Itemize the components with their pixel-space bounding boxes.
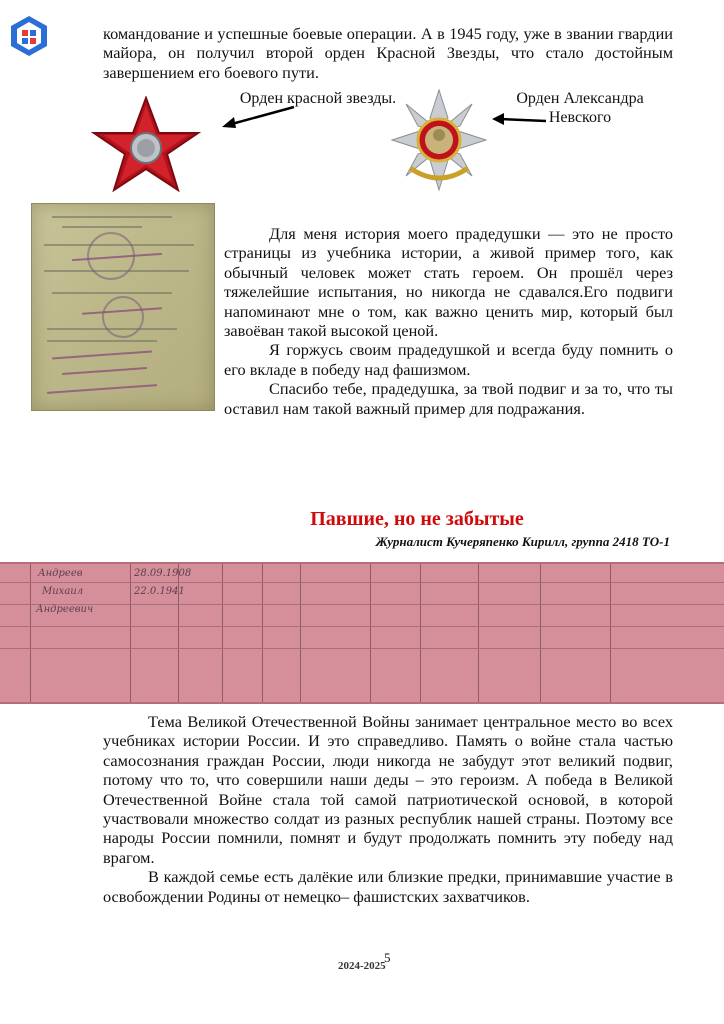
reflection-paragraph: Спасибо тебе, прадедушка, за твой подвиг и за то, что ты оставил нам такой важный пример для подражания. (224, 379, 673, 418)
page-number: 5 (384, 950, 391, 965)
archive-date-1: 28.09.1908 (134, 568, 192, 579)
arrow-icon (488, 108, 552, 137)
red-star-label: Орден красной звезды. (239, 90, 397, 107)
footer-years: 2024-2025 (338, 960, 386, 972)
article-byline: Журналист Кучеряпенко Кирилл, группа 2418 ТО-1 (375, 534, 670, 549)
archive-register-image (0, 562, 724, 704)
college-logo (8, 14, 50, 58)
archive-date-2: 22.0.1941 (134, 586, 185, 597)
order-red-star-image (88, 96, 204, 192)
article-paragraph: В каждой семье есть далёкие или близкие предки, принимавшие участие в освобождении Родины от немецко– фашистских захватчиков. (103, 867, 673, 906)
archive-patronymic: Андреевич (36, 604, 94, 615)
article-paragraph: Тема Великой Отечественной Войны занимает центральное место во всех учебниках истории России. И это справедливо. Память о войне стала частью самосознания граждан России, люди никогда не забудут этот великий подвиг, потому что то, что совершили наши деды – это героизм. А победа в Великой Отечественной Войне стала той самой патриотической основой, в которой участвовали множество солдат из разных республик нашей страны. Поэтому все народы России помнили, помнят и будут продолжать помнить эту победу над врагом. (103, 712, 673, 867)
reflection-paragraph: Я горжусь своим прадедушкой и всегда буду помнить о его вкладе в победу над фашизмом. (224, 340, 673, 379)
article-body (103, 712, 673, 906)
archive-surname: Андреев (38, 568, 83, 579)
archive-name: Михаил (42, 586, 84, 597)
order-alexander-nevsky-image (390, 88, 488, 192)
award-document-image (31, 203, 215, 411)
nevsky-label-line1: Орден Александра (516, 90, 644, 107)
reflection-paragraph: Для меня история моего прадедушки — это не просто страницы из учебника истории, а живой пример того, как обычный человек может стать героем. Он прошёл через тяжелейшие испытания, но никогда не сдавался.Его подвиги напоминают мне о том, как важно ценить мир, который был завоёван такой высокой ценой. (224, 224, 673, 341)
article-title: Павшие, но не забытые (310, 508, 524, 530)
reflection-text (224, 224, 673, 418)
arrow-icon (218, 104, 298, 135)
intro-paragraph: командование и успешные боевые операции. А в 1945 году, уже в звании гвардии майора, он получил второй орден Красной Звезды, что стало достойным завершением его боевого пути. (103, 24, 673, 82)
nevsky-label-line2: Невского (548, 109, 612, 126)
